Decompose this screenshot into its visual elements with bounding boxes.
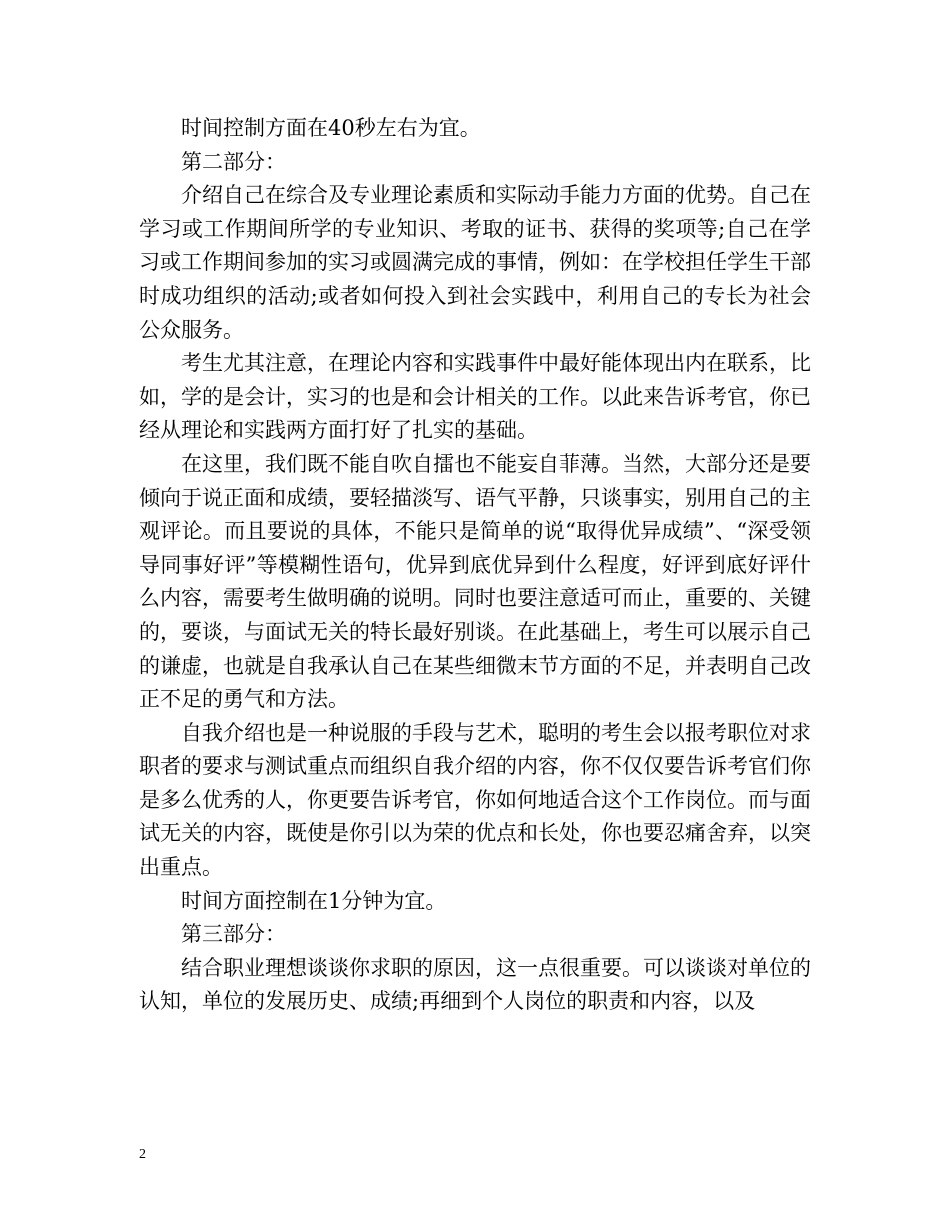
document-body (139, 112, 811, 1019)
paragraph-persuasion-art: 自我介绍也是一种说服的手段与艺术，聪明的考生会以报考职位对求职者的要求与测试重点而组织自我介绍的内容，你不仅仅要告诉考官们你是多么优秀的人，你更要告诉考官，你如何地适合这个工作岗位。而与面试无关的内容，既使是你引以为荣的优点和长处，你也要忍痛舍弃，以突出重点。 (139, 720, 811, 880)
paragraph-theory-practice: 考生尤其注意，在理论内容和实践事件中最好能体现出内在联系，比如，学的是会计，实习的也是和会计相关的工作。以此来告诉考官，你已经从理论和实践两方面打好了扎实的基础。 (139, 351, 811, 443)
paragraph-part-three-heading: 第三部分： (181, 922, 286, 947)
paragraph-strengths-intro: 介绍自己在综合及专业理论素质和实际动手能力方面的优势。自己在学习或工作期间所学的专业知识、考取的证书、获得的奖项等;自己在学习或工作期间参加的实习或圆满完成的事情，例如：在学校担任学生干部时成功组织的活动;或者如何投入到社会实践中，利用自己的专长为社会公众服务。 (139, 183, 811, 342)
paragraph-career-motivation: 结合职业理想谈谈你求职的原因，这一点很重要。可以谈谈对单位的认知，单位的发展历史、成绩;再细到个人岗位的职责和内容，以及 (139, 955, 811, 1014)
paragraph-modesty-advice: 在这里，我们既不能自吹自擂也不能妄自菲薄。当然，大部分还是要倾向于说正面和成绩，要轻描淡写、语气平静，只谈事实，别用自己的主观评论。而且要说的具体，不能只是简单的说“取得优异成绩”、“深受领导同事好评”等模糊性语句，优异到底优异到什么程度，好评到底好评什么内容，需要考生做明确的说明。同时也要注意适可而止，重要的、关键的，要谈，与面试无关的特长最好别谈。在此基础上，考生可以展示自己的谦虚，也就是自我承认自己在某些细微末节方面的不足，并表明自己改正不足的勇气和方法。 (139, 451, 811, 712)
paragraph-time-control-40s: 时间控制方面在40秒左右为宜。 (181, 116, 481, 140)
paragraph-time-control-1min: 时间方面控制在1分钟为宜。 (181, 888, 447, 913)
paragraph-part-two-heading: 第二部分： (181, 149, 286, 174)
page-number: 2 (139, 1147, 146, 1162)
